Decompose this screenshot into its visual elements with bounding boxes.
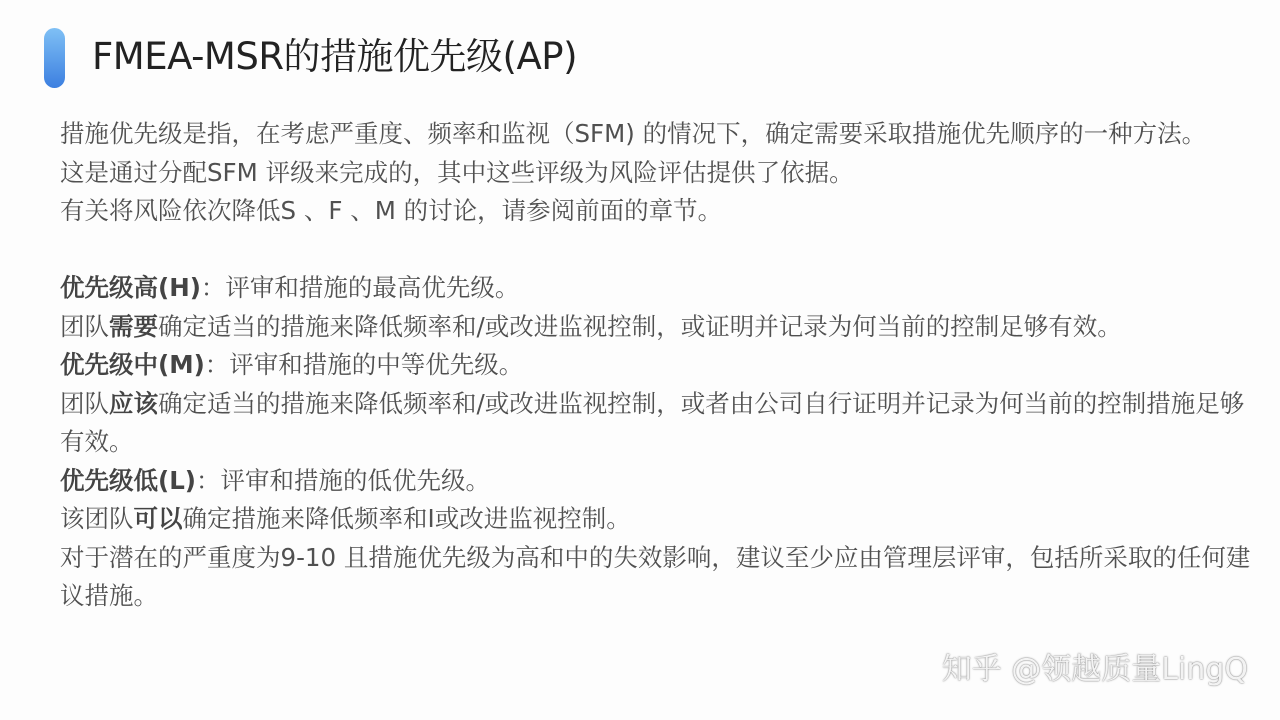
keyword-should: 应该 xyxy=(109,388,158,418)
team-rest: 确定适当的措施来降低频率和/或改进监视控制，或证明并记录为何当前的控制足够有效。 xyxy=(158,311,1122,341)
priority-medium-heading xyxy=(60,346,1260,385)
priority-medium-desc: ：评审和措施的中等优先级。 xyxy=(204,350,524,379)
team-prefix: 团队 xyxy=(60,388,109,418)
title-accent-bar xyxy=(44,28,65,88)
keyword-need: 需要 xyxy=(109,311,158,341)
closing-text: 对于潜在的严重度为9-10 且措施优先级为高和中的失效影响，建议至少应由管理层评审，包括所采取的任何建议措施。 xyxy=(60,542,1251,610)
team-prefix: 团队 xyxy=(60,311,109,341)
priority-high-text xyxy=(60,308,1260,347)
watermark: 知乎 @领越质量LingQ xyxy=(941,652,1248,687)
body-content xyxy=(60,115,1260,616)
priority-low-text xyxy=(60,500,1260,539)
keyword-may: 可以 xyxy=(133,504,183,533)
priority-high-heading xyxy=(60,269,1260,308)
intro-line-1: 措施优先级是指，在考虑严重度、频率和监视（SFM) 的情况下，确定需要采取措施优先顺序的一种方法。 xyxy=(60,119,1207,148)
priority-low-label: 优先级低(L) xyxy=(60,465,197,495)
team-rest: 确定措施来降低频率和I或改进监视控制。 xyxy=(182,504,631,533)
priority-medium-text xyxy=(60,385,1260,462)
priority-low-heading xyxy=(60,462,1260,501)
paragraph-gap xyxy=(60,231,1260,270)
priority-high-label: 优先级高(H) xyxy=(60,273,201,302)
team-rest: 确定适当的措施来降低频率和/或改进监视控制，或者由公司自行证明并记录为何当前的控制措施足够有效。 xyxy=(60,388,1245,456)
priority-medium-label: 优先级中(M) xyxy=(60,350,205,379)
intro-line-2: 这是通过分配SFM 评级来完成的，其中这些评级为风险评估提供了依据。 xyxy=(60,157,854,187)
team-prefix: 该团队 xyxy=(60,504,134,533)
priority-high-desc: ：评审和措施的最高优先级。 xyxy=(200,273,520,302)
priority-low-desc: ：评审和措施的低优先级。 xyxy=(196,465,491,495)
page-title: FMEA-MSR的措施优先级(AP) xyxy=(92,35,578,78)
intro-line-3: 有关将风险依次降低S 、F 、M 的讨论，请参阅前面的章节。 xyxy=(60,196,723,225)
